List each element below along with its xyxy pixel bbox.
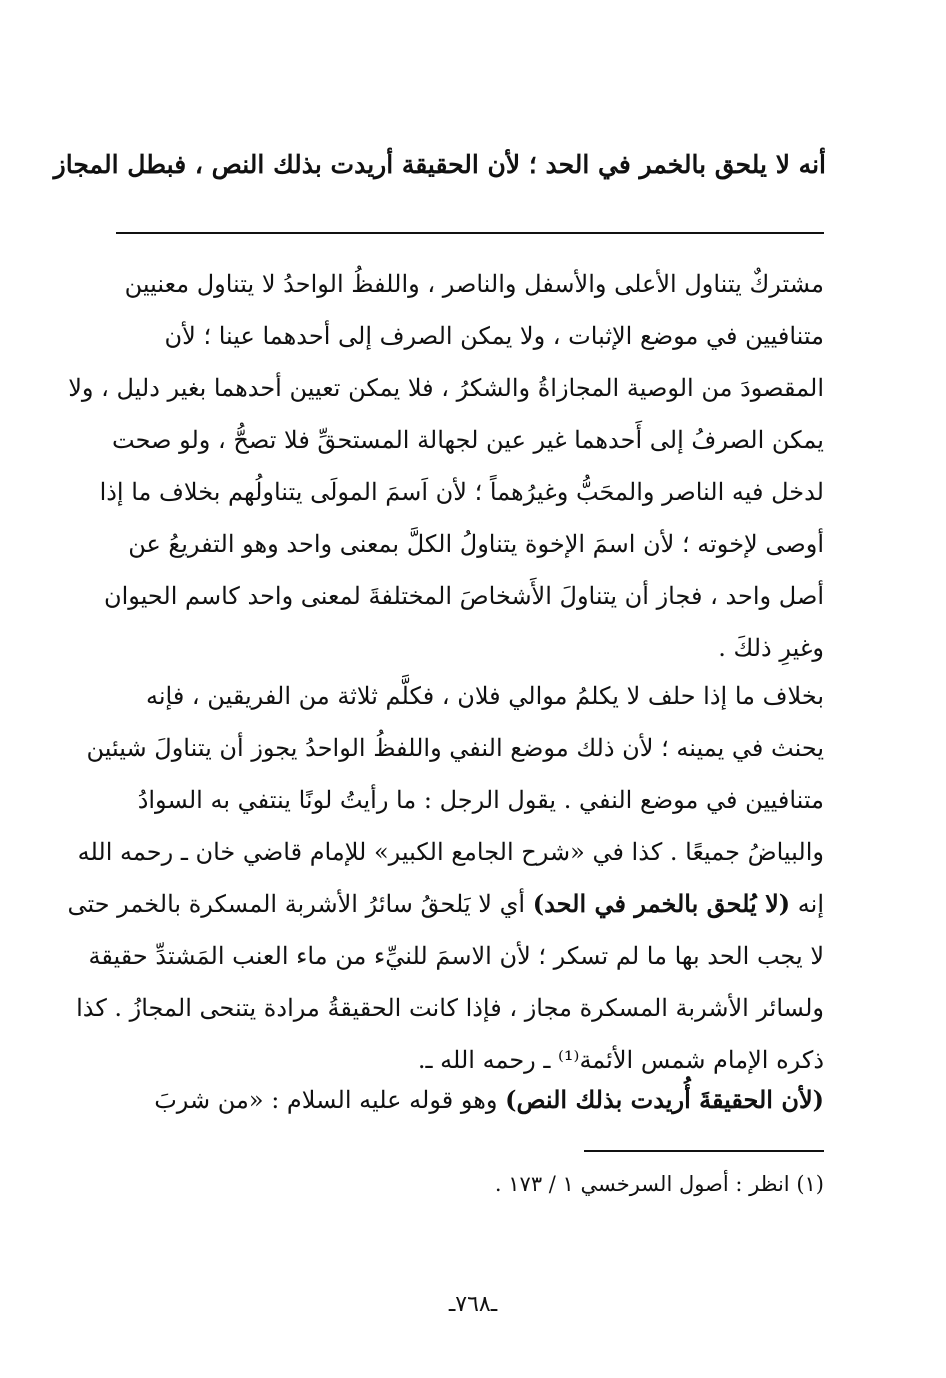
text-line: يمكن الصرفُ إلى أَحدهما غير عين لجهالة المستحقِّ فلا تصحُّ ، ولو صحت [112, 426, 824, 454]
text-line: والبياضُ جميعًا . كذا في «شرح الجامع الكبير» للإمام قاضي خان ـ رحمه الله [77, 838, 824, 866]
text-line: أوصى لإخوته ؛ لأن اسمَ الإخوة يتناولُ الكلَّ بمعنى واحد وهو التفريعُ عن [128, 530, 824, 558]
paragraph-1 [68, 258, 824, 674]
text-line: متنافيين في موضع النفي . يقول الرجل : ما رأيتُ لونًا ينتفي به السوادُ [137, 786, 824, 814]
text-line: ولسائر الأشربة المسكرة مجاز ، فإذا كانت الحقيقةُ مرادة يتنحى المجازُ . كذا [76, 994, 824, 1022]
header-divider [116, 232, 824, 234]
text-line: مشتركٌ يتناول الأعلى والأسفل والناصر ، واللفظُ الواحدُ لا يتناول معنيين [124, 270, 824, 298]
running-header: أنه لا يلحق بالخمر في الحد ؛ لأن الحقيقة أريدت بذلك النص ، فبطل المجاز [53, 150, 826, 179]
line-rest: أي لا يَلحقُ سائرُ الأشربة المسكرة بالخمر حتى [67, 890, 526, 918]
text-line: وغيرِ ذلكَ . [718, 634, 824, 662]
line-rest: وهو قوله عليه السلام : «من شربَ [154, 1086, 498, 1114]
page-number: ـ٧٦٨ـ [448, 1292, 498, 1317]
paragraph-2 [67, 670, 824, 1086]
footnote-divider [584, 1150, 824, 1152]
text-line: ذكره الإمام شمس الأئمة⁽¹⁾ ـ رحمه الله ـ. [417, 1046, 824, 1074]
text-line: المقصودَ من الوصية المجازاةُ والشكرُ ، فلا يمكن تعيين أحدهما بغير دليل ، ولا [68, 374, 824, 402]
text-line: لدخل فيه الناصر والمحَبُّ وغيرُهماً ؛ لأن اَسمَ المولَى يتناولُهم بخلاف ما إذا [99, 478, 824, 506]
quoted-matn: (لا يُلحق بالخمر في الحد) [532, 889, 791, 918]
text-line: أصل واحد ، فجاز أن يتناولَ الأَشخاصَ المختلفةَ لمعنى واحد كاسم الحيوان [104, 582, 824, 610]
quoted-matn: (لأن الحقيقةَ أُريدت بذلك النص) [505, 1085, 824, 1114]
text-line: بخلاف ما إذا حلف لا يكلمُ موالي فلان ، فكلَّم ثلاثة من الفريقين ، فإنه [145, 682, 824, 710]
text-line: متنافيين في موضع الإثبات ، ولا يمكن الصرف إلى أحدهما عينا ؛ لأن [164, 322, 824, 350]
text-line-with-quote [67, 878, 824, 930]
text-line-with-quote [114, 1074, 824, 1126]
text-line: لا يجب الحد بها ما لم تسكر ؛ لأن الاسمَ للنيِّء من ماء العنب المَشتدِّ حقيقة [88, 942, 824, 970]
text-line: يحنث في يمينه ؛ لأن ذلك موضع النفي واللفظُ الواحدُ يجوز أن يتناولَ شيئين [86, 734, 824, 762]
line-prefix: إنه [797, 890, 824, 918]
paragraph-3 [114, 1074, 824, 1126]
footnote: (١) انظر : أصول السرخسي ١ / ١٧٣ . [494, 1172, 824, 1196]
